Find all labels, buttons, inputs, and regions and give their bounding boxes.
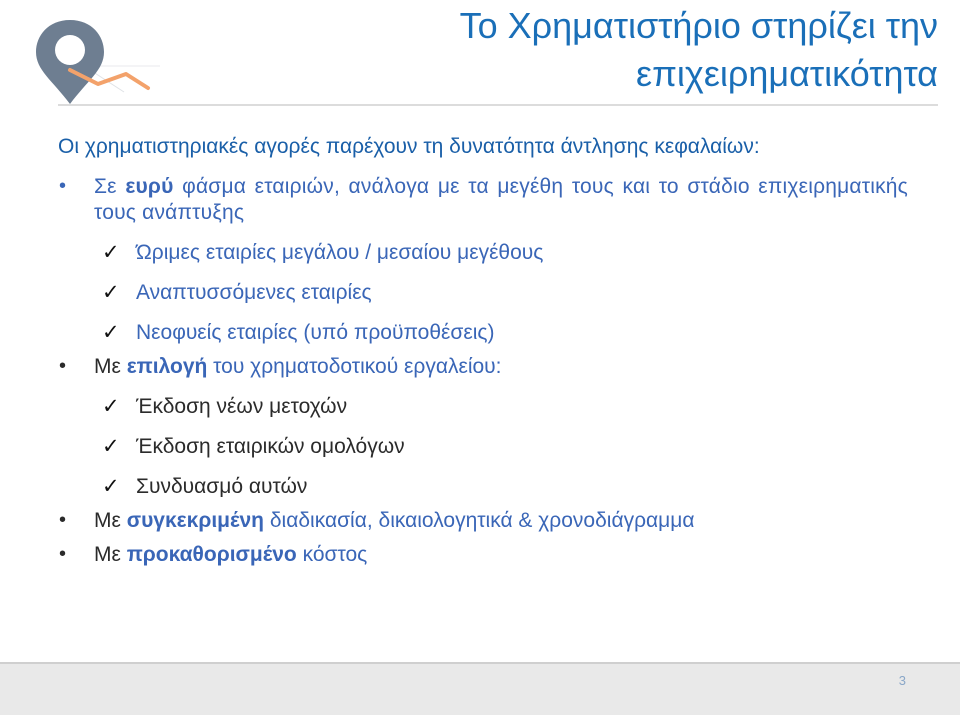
bullet-prefix: Με — [94, 355, 127, 378]
checkmark-icon: ✓ — [102, 395, 120, 418]
map-pin-logo-icon — [30, 14, 170, 106]
checkmark-icon: ✓ — [102, 321, 120, 344]
check-item-text: Έκδοση εταιρικών ομολόγων — [136, 435, 405, 458]
check-item — [58, 240, 908, 266]
footer-bar — [0, 662, 960, 715]
check-item-text: Συνδυασμό αυτών — [136, 475, 308, 498]
slide-title — [298, 2, 938, 98]
check-item — [58, 280, 908, 306]
bullet-dot-icon: • — [59, 543, 67, 565]
check-item-text: Ώριμες εταιρίες μεγάλου / μεσαίου μεγέθους — [136, 241, 544, 264]
title-divider — [58, 104, 938, 106]
checkmark-icon: ✓ — [102, 475, 120, 498]
bullet-keyword: επιλογή — [126, 355, 208, 378]
bullet-text: διαδικασία, δικαιολογητικά & χρονοδιάγραμμα — [264, 509, 695, 532]
slide-body — [58, 134, 908, 568]
intro-text: Οι χρηματιστηριακές αγορές παρέχουν τη δυνατότητα άντλησης κεφαλαίων: — [58, 135, 760, 158]
bullet-text: του χρηματοδοτικού εργαλείου: — [207, 355, 502, 378]
check-item-text: Αναπτυσσόμενες εταιρίες — [136, 281, 372, 304]
bullet-text: κόστος — [296, 543, 368, 566]
bullet-cost — [58, 542, 908, 568]
bullet-keyword: προκαθορισμένο — [126, 543, 297, 566]
check-item-text: Έκδοση νέων μετοχών — [136, 395, 348, 418]
slide-title-line-2: επιχειρηματικότητα — [636, 53, 938, 94]
bullet-dot-icon: • — [59, 355, 67, 377]
bullet-choice — [58, 354, 908, 380]
bullet-process — [58, 508, 908, 534]
checkmark-icon: ✓ — [102, 435, 120, 458]
bullet-prefix: Σε — [94, 175, 126, 198]
bullet-keyword: ευρύ — [125, 175, 174, 198]
check-item — [58, 474, 908, 500]
bullet-text: φάσμα εταιριών, ανάλογα με τα μεγέθη τους και το στάδιο επιχειρηματικής τους ανάπτυξης — [94, 175, 908, 224]
slide-title-line-1: Το Χρηματιστήριο στηρίζει την — [459, 5, 938, 46]
page-number: 3 — [898, 673, 906, 688]
checkmark-icon: ✓ — [102, 281, 120, 304]
check-item — [58, 394, 908, 420]
footer-divider — [0, 662, 960, 664]
check-item — [58, 320, 908, 346]
check-item — [58, 434, 908, 460]
bullet-prefix: Με — [94, 509, 127, 532]
bullet-range — [58, 174, 908, 226]
bullet-prefix: Με — [94, 543, 127, 566]
bullet-dot-icon: • — [59, 509, 67, 531]
bullet-keyword: συγκεκριμένη — [126, 509, 265, 532]
bullet-dot-icon: • — [59, 175, 67, 197]
check-item-text: Νεοφυείς εταιρίες (υπό προϋποθέσεις) — [136, 321, 495, 344]
checkmark-icon: ✓ — [102, 241, 120, 264]
